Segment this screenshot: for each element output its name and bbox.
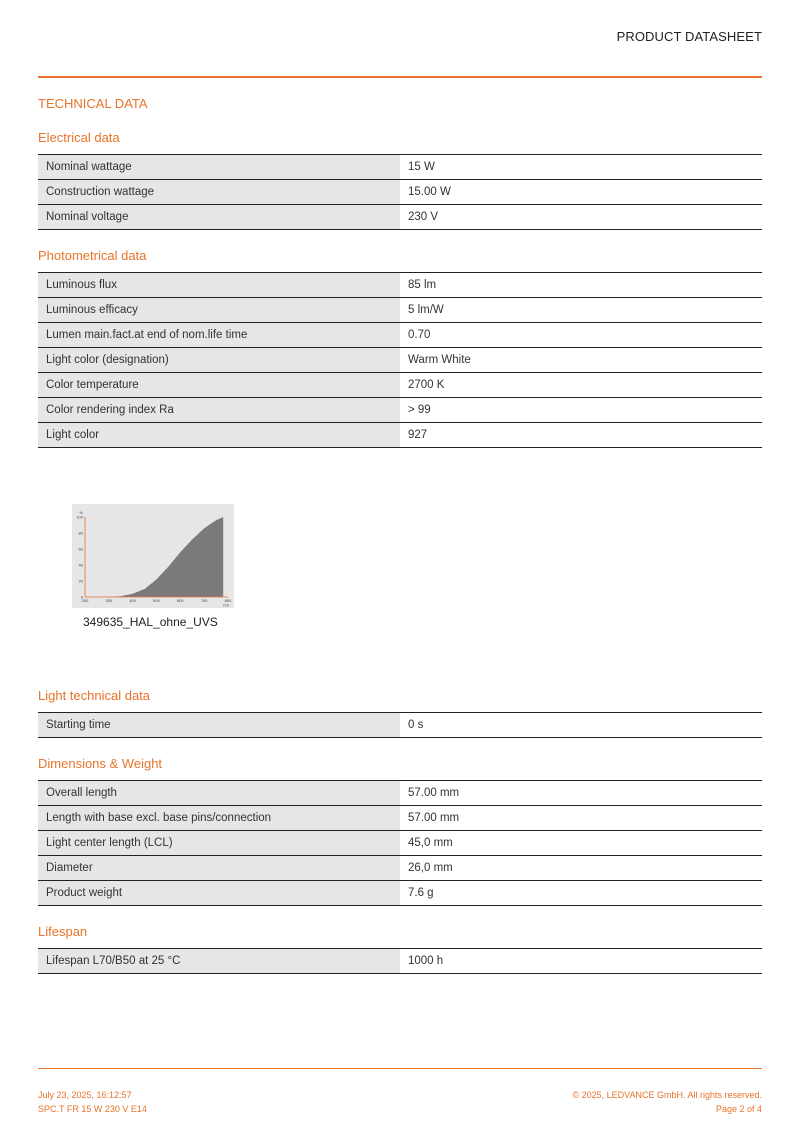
spec-value: 2700 K — [400, 373, 762, 398]
table-row — [38, 856, 762, 881]
header-divider — [38, 76, 762, 78]
table-row — [38, 881, 762, 906]
x-tick-label: 400 — [129, 598, 137, 603]
x-tick-label: 700 — [200, 598, 208, 603]
spec-key: Construction wattage — [38, 180, 400, 205]
y-tick-label: 100 — [76, 514, 83, 520]
lifespan-title: Lifespan — [38, 924, 88, 939]
table-row — [38, 713, 762, 738]
footer-page-number: Page 2 of 4 — [715, 1104, 762, 1114]
x-tick-label: 600 — [176, 598, 184, 603]
y-tick-label: 20 — [78, 578, 83, 584]
x-tick-label: 200 — [81, 598, 89, 603]
table-row — [38, 398, 762, 423]
photometrical-data-table — [38, 272, 762, 448]
table-row — [38, 373, 762, 398]
electrical-data-title: Electrical data — [38, 130, 120, 145]
spec-key: Luminous flux — [38, 273, 400, 298]
spec-value: 0 s — [400, 713, 762, 738]
dimensions-weight-table — [38, 780, 762, 906]
x-tick-label: 300 — [105, 598, 113, 603]
x-tick-label: 500 — [153, 598, 160, 603]
dimensions-weight-title: Dimensions & Weight — [38, 756, 163, 771]
lifespan-table — [38, 948, 762, 974]
spec-value: 7.6 g — [400, 881, 762, 906]
footer-timestamp: July 23, 2025, 16:12:57 — [38, 1090, 132, 1100]
chart-caption: 349635_HAL_ohne_UVS — [83, 615, 218, 629]
spec-key: Overall length — [38, 781, 400, 806]
spectrum-area — [109, 517, 223, 597]
table-row — [38, 323, 762, 348]
table-row — [38, 155, 762, 180]
footer-product-code: SPC.T FR 15 W 230 V E14 — [38, 1104, 147, 1114]
spec-value: 57.00 mm — [400, 781, 762, 806]
spec-key: Starting time — [38, 713, 400, 738]
spec-value: 15.00 W — [400, 180, 762, 205]
table-row — [38, 831, 762, 856]
y-tick-label: 0 — [80, 594, 83, 600]
table-row — [38, 298, 762, 323]
technical-data-title: TECHNICAL DATA — [38, 96, 148, 111]
spectral-chart-svg — [72, 504, 234, 608]
table-row — [38, 205, 762, 230]
x-axis-label: nm — [223, 602, 229, 608]
spec-value: 0.70 — [400, 323, 762, 348]
spec-key: Lifespan L70/B50 at 25 °C — [38, 949, 400, 974]
spec-value: 5 lm/W — [400, 298, 762, 323]
y-tick-label: 40 — [78, 562, 83, 568]
spec-key: Light center length (LCL) — [38, 831, 400, 856]
table-row — [38, 806, 762, 831]
y-axis-label: % — [79, 510, 83, 515]
x-tick-label: 800 — [224, 598, 232, 603]
page-header-title: PRODUCT DATASHEET — [616, 29, 762, 44]
table-row — [38, 273, 762, 298]
y-tick-label: 60 — [78, 546, 83, 552]
spec-key: Product weight — [38, 881, 400, 906]
table-row — [38, 949, 762, 974]
spec-value: 230 V — [400, 205, 762, 230]
spec-value: 15 W — [400, 155, 762, 180]
spec-key: Lumen main.fact.at end of nom.life time — [38, 323, 400, 348]
spec-key: Length with base excl. base pins/connection — [38, 806, 400, 831]
table-row — [38, 180, 762, 205]
footer-copyright: © 2025, LEDVANCE GmbH. All rights reserved. — [572, 1090, 762, 1100]
spec-value: 85 lm — [400, 273, 762, 298]
spec-key: Luminous efficacy — [38, 298, 400, 323]
spectral-chart — [72, 504, 234, 608]
spec-value: 26,0 mm — [400, 856, 762, 881]
spec-key: Diameter — [38, 856, 400, 881]
spec-value: 45,0 mm — [400, 831, 762, 856]
light-technical-data-title: Light technical data — [38, 688, 151, 703]
table-row — [38, 781, 762, 806]
photometrical-data-title: Photometrical data — [38, 248, 147, 263]
spec-value: 1000 h — [400, 949, 762, 974]
spec-value: Warm White — [400, 348, 762, 373]
spec-value: > 99 — [400, 398, 762, 423]
spec-value: 927 — [400, 423, 762, 448]
spec-key: Nominal voltage — [38, 205, 400, 230]
table-row — [38, 423, 762, 448]
y-tick-label: 80 — [78, 530, 83, 536]
spec-key: Color rendering index Ra — [38, 398, 400, 423]
table-row — [38, 348, 762, 373]
footer-divider — [38, 1068, 762, 1069]
electrical-data-table — [38, 154, 762, 230]
spec-value: 57.00 mm — [400, 806, 762, 831]
spec-key: Color temperature — [38, 373, 400, 398]
spec-key: Nominal wattage — [38, 155, 400, 180]
light-technical-data-table — [38, 712, 762, 738]
spec-key: Light color — [38, 423, 400, 448]
spec-key: Light color (designation) — [38, 348, 400, 373]
